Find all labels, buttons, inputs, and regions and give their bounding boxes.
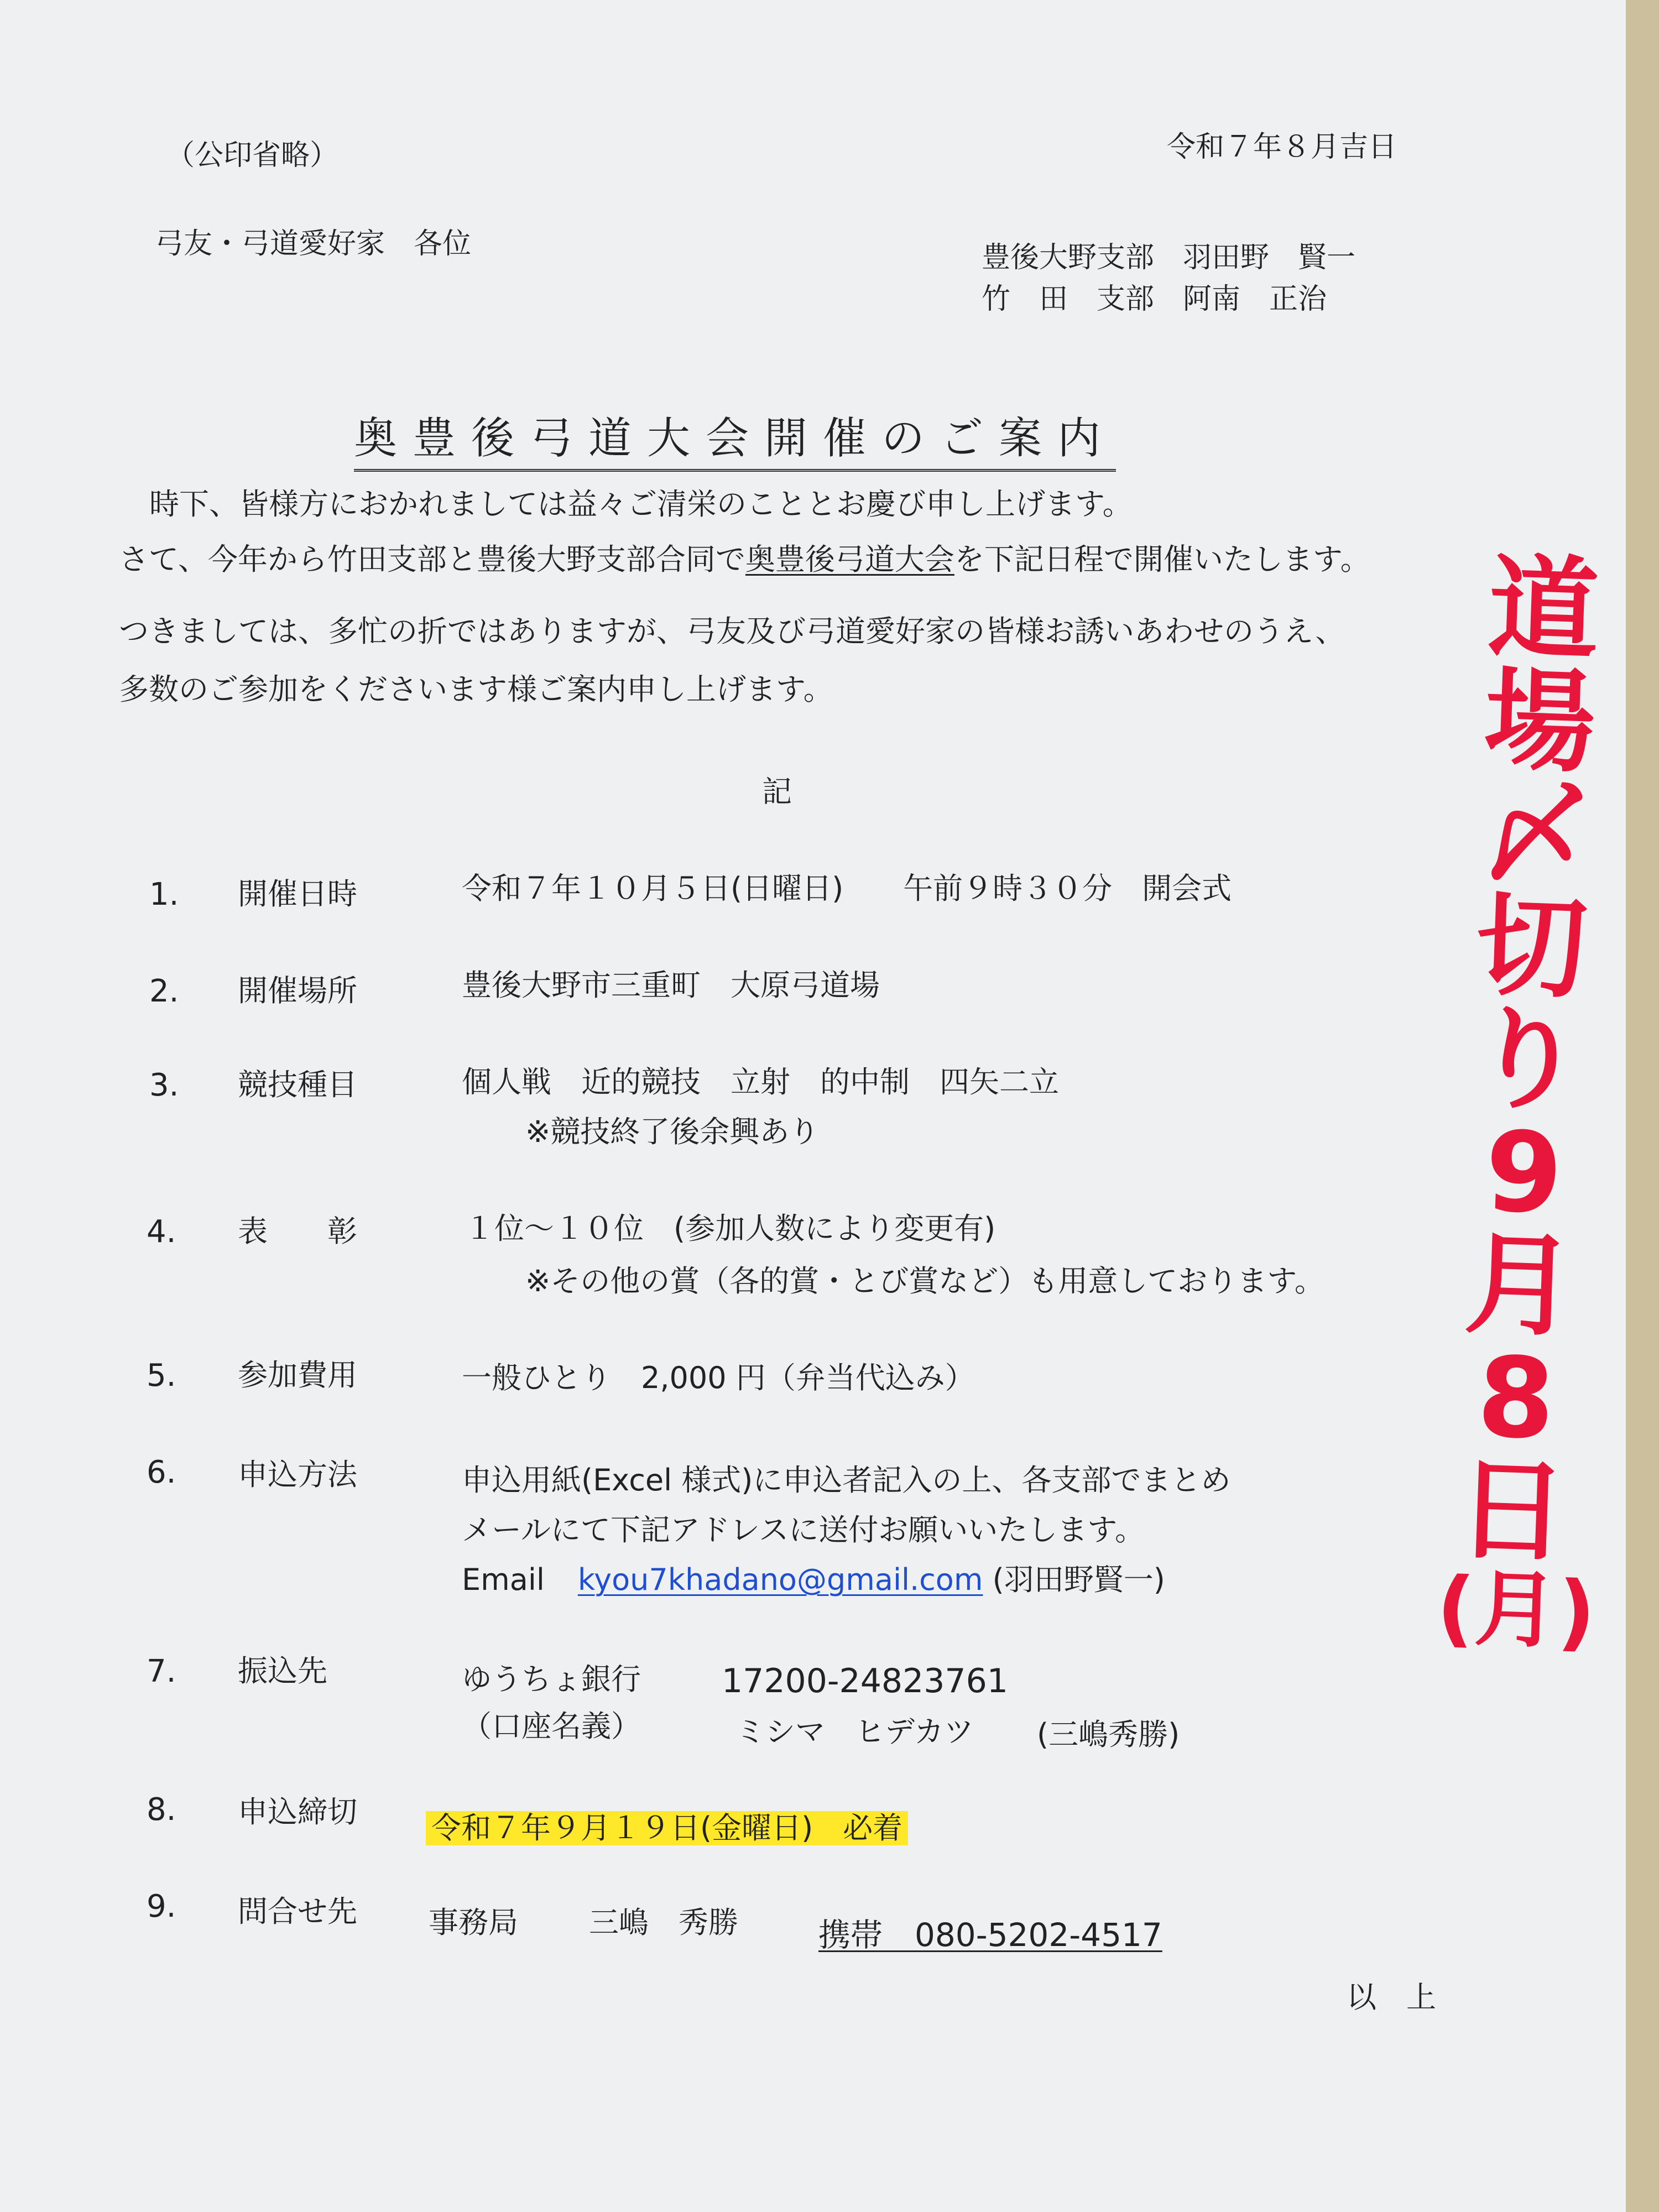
document-title: 奥豊後弓道大会開催のご案内 (354, 404, 1116, 472)
contact-person: 三嶋 秀勝 (589, 1905, 738, 1940)
email-owner: (羽田野賢一) (992, 1562, 1165, 1597)
item-1-value: 令和７年１０月５日(日曜日) 午前９時３０分 開会式 (462, 871, 1232, 906)
email-link[interactable]: kyou7khadano@gmail.com (577, 1562, 983, 1597)
hand-char-3: 〆 (1478, 768, 1593, 901)
sender-line-2: 竹 田 支部 阿南 正治 (982, 283, 1327, 316)
item-7-label: 振込先 (238, 1653, 327, 1688)
body-line-2-post: を下記日程で開催いたします。 (954, 542, 1370, 577)
body-line-2-pre: さて、今年から竹田支部と豊後大野支部合同で (119, 542, 745, 577)
item-2-number: 2. (149, 973, 179, 1009)
item-2-label: 開催場所 (238, 973, 357, 1008)
hand-char-2: 場 (1482, 656, 1598, 789)
item-7-number: 7. (147, 1653, 176, 1689)
event-name: 奥豊後弓道大会 (745, 542, 954, 577)
item-4-number: 4. (147, 1214, 176, 1250)
seal-note: （公印省略） (166, 139, 339, 172)
hand-char-10: (月) (1435, 1559, 1598, 1661)
hand-char-5: り (1470, 994, 1585, 1127)
hand-char-7: 月 (1462, 1219, 1578, 1353)
item-4-note: ※その他の賞（各的賞・とび賞など）も用意しております。 (525, 1264, 1324, 1298)
hand-char-9: 日 (1454, 1445, 1570, 1578)
item-3-label: 競技種目 (238, 1067, 357, 1102)
document-date: 令和７年８月吉日 (1167, 131, 1397, 164)
paper-edge (1626, 0, 1659, 2212)
item-6-line-2: メールにて下記アドレスに送付お願いいたします。 (462, 1512, 1145, 1547)
bank-name: ゆうちょ銀行 (462, 1662, 641, 1697)
item-9-number: 9. (147, 1888, 176, 1924)
hand-char-6: 9 (1483, 1107, 1565, 1239)
item-5-value: 一般ひとり 2,000 円（弁当代込み） (462, 1360, 975, 1395)
ki-heading: 記 (762, 774, 792, 809)
item-4-label: 表 彰 (238, 1214, 357, 1249)
contact-office: 事務局 (429, 1905, 518, 1940)
item-2-value: 豊後大野市三重町 大原弓道場 (462, 968, 880, 1003)
sender-line-1: 豊後大野支部 羽田野 賢一 (982, 241, 1356, 274)
item-6-number: 6. (147, 1454, 176, 1490)
item-9-label: 問合せ先 (238, 1894, 357, 1929)
hand-char-4: 切 (1474, 881, 1589, 1014)
hand-char-1: 道 (1486, 543, 1601, 676)
account-holder-kanji: (三嶋秀勝) (1037, 1717, 1180, 1752)
item-8-label: 申込締切 (238, 1794, 357, 1829)
body-line-2 (119, 542, 1370, 577)
account-number: 17200-24823761 (722, 1662, 1008, 1700)
item-6-email-row (462, 1562, 1165, 1597)
item-1-number: 1. (149, 877, 179, 912)
body-line-4: 多数のご参加をくださいます様ご案内申し上げます。 (119, 672, 833, 707)
body-line-3: つきましては、多忙の折ではありますが、弓友及び弓道愛好家の皆様お誘いあわせのうえ、 (119, 614, 1345, 649)
item-3-number: 3. (149, 1067, 179, 1103)
item-3-value: 個人戦 近的競技 立射 的中制 四矢二立 (462, 1065, 1059, 1099)
body-line-1: 時下、皆様方におかれましては益々ご清栄のこととお慶び申し上げます。 (149, 487, 1133, 521)
account-holder-kana: ミシマ ヒデカツ (735, 1714, 974, 1749)
item-4-value: １位～１０位 (参加人数により変更有) (465, 1211, 996, 1246)
item-5-number: 5. (147, 1358, 176, 1394)
closing: 以 上 (1347, 1980, 1436, 2015)
item-8-number: 8. (147, 1792, 176, 1828)
item-6-label: 申込方法 (238, 1457, 357, 1492)
item-6-line-1: 申込用紙(Excel 様式)に申込者記入の上、各支部でまとめ (462, 1463, 1231, 1498)
contact-phone: 携帯 080-5202-4517 (818, 1916, 1162, 1954)
addressee: 弓友・弓道愛好家 各位 (155, 227, 472, 260)
deadline-highlight: 令和７年９月１９日(金曜日) 必着 (426, 1811, 908, 1845)
item-1-label: 開催日時 (238, 877, 357, 911)
email-label: Email (462, 1562, 545, 1597)
hand-char-8: 8 (1475, 1333, 1557, 1465)
item-3-note: ※競技終了後余興あり (525, 1114, 820, 1149)
account-holder-label: （口座名義） (462, 1709, 641, 1744)
item-5-label: 参加費用 (238, 1358, 357, 1392)
